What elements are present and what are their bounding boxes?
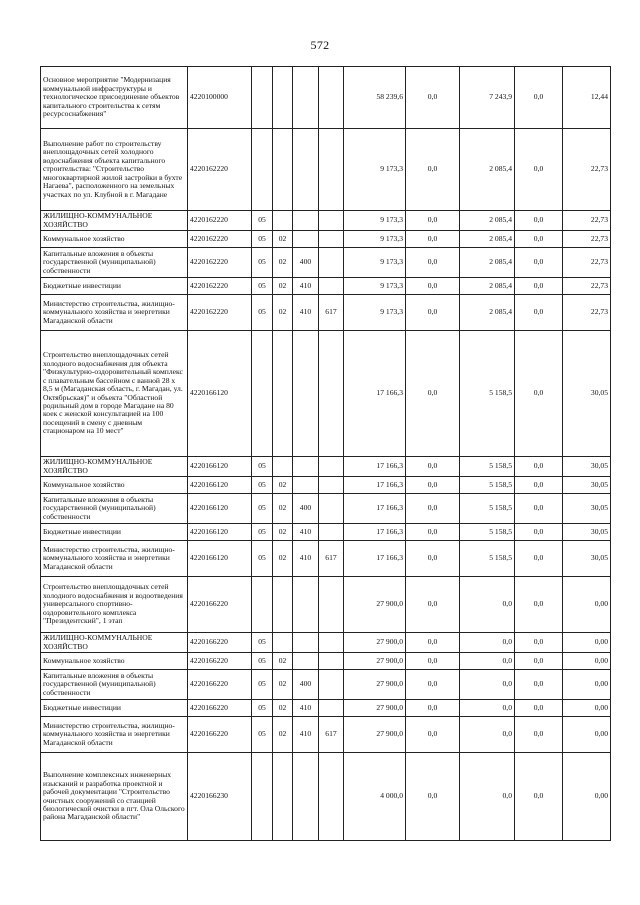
plan-amount-cell: 9 173,3 [344, 248, 406, 278]
target-article-cell: 4220100000 [188, 67, 252, 129]
plan-amount-cell: 17 166,3 [344, 477, 406, 494]
amount-cell: 0,0 [515, 524, 563, 541]
table-row [41, 248, 611, 278]
execution-percent-cell: 22,73 [563, 278, 611, 295]
expense-type-cell: 410 [293, 295, 319, 331]
subsection-cell: 02 [273, 700, 293, 717]
execution-percent-cell: 30,05 [563, 457, 611, 477]
table-row [41, 231, 611, 248]
execution-percent-cell: 22,73 [563, 211, 611, 231]
target-article-cell: 4220166120 [188, 524, 252, 541]
execution-amount-cell: 2 085,4 [460, 129, 515, 211]
budget-holder-cell [319, 211, 344, 231]
execution-percent-cell: 22,73 [563, 129, 611, 211]
expense-type-cell: 400 [293, 248, 319, 278]
table-row [41, 457, 611, 477]
execution-amount-cell: 2 085,4 [460, 211, 515, 231]
amount-cell: 0,0 [515, 295, 563, 331]
subsection-cell: 02 [273, 231, 293, 248]
table-row [41, 753, 611, 841]
budget-holder-cell [319, 633, 344, 653]
execution-percent-cell: 30,05 [563, 524, 611, 541]
execution-percent-cell: 0,00 [563, 717, 611, 753]
budget-holder-cell [319, 278, 344, 295]
expense-type-cell [293, 231, 319, 248]
amount-cell: 0,0 [406, 67, 460, 129]
subsection-cell [273, 331, 293, 457]
table-row [41, 295, 611, 331]
row-name-cell: Бюджетные инвестиции [41, 278, 188, 295]
plan-amount-cell: 17 166,3 [344, 541, 406, 577]
execution-percent-cell: 12,44 [563, 67, 611, 129]
plan-amount-cell: 27 900,0 [344, 577, 406, 633]
section-cell: 05 [252, 524, 273, 541]
expense-type-cell [293, 457, 319, 477]
execution-percent-cell: 0,00 [563, 633, 611, 653]
amount-cell: 0,0 [515, 494, 563, 524]
expense-type-cell [293, 577, 319, 633]
plan-amount-cell: 9 173,3 [344, 295, 406, 331]
subsection-cell: 02 [273, 670, 293, 700]
section-cell: 05 [252, 633, 273, 653]
amount-cell: 0,0 [406, 577, 460, 633]
budget-holder-cell [319, 670, 344, 700]
budget-holder-cell [319, 524, 344, 541]
execution-amount-cell: 0,0 [460, 753, 515, 841]
amount-cell: 0,0 [406, 753, 460, 841]
execution-percent-cell: 0,00 [563, 753, 611, 841]
target-article-cell: 4220166220 [188, 653, 252, 670]
section-cell [252, 67, 273, 129]
section-cell: 05 [252, 670, 273, 700]
execution-amount-cell: 5 158,5 [460, 331, 515, 457]
execution-amount-cell: 7 243,9 [460, 67, 515, 129]
amount-cell: 0,0 [406, 717, 460, 753]
section-cell: 05 [252, 295, 273, 331]
table-row [41, 670, 611, 700]
row-name-cell: Министерство строительства, жилищно-коммунального хозяйства и энергетики Магаданской области [41, 717, 188, 753]
execution-amount-cell: 5 158,5 [460, 477, 515, 494]
section-cell: 05 [252, 653, 273, 670]
row-name-cell: Строительство внеплощадочных сетей холодного водоснабжения для объекта "Физкультурно-оздоровительный комплекс с плавательным бассейном с ванной 28 х 8,5 м (Магаданская область, г. Магадан, ул. Октябрьская)" и объекта "Областной родильный дом в городе Магадане на 80 коек с женской консультацией на 100 посещений в смену с дневным стационаром на 10 мест" [41, 331, 188, 457]
expense-type-cell [293, 211, 319, 231]
amount-cell: 0,0 [515, 577, 563, 633]
budget-holder-cell [319, 331, 344, 457]
row-name-cell: Капитальные вложения в объекты государственной (муниципальной) собственности [41, 248, 188, 278]
expense-type-cell [293, 653, 319, 670]
target-article-cell: 4220162220 [188, 231, 252, 248]
row-name-cell: Капитальные вложения в объекты государственной (муниципальной) собственности [41, 494, 188, 524]
budget-holder-cell [319, 653, 344, 670]
row-name-cell: Выполнение комплексных инженерных изысканий и разработка проектной и рабочей документации "Строительство очистных сооружений со станцией биологической очистки в пгт. Ола Ольского района Магаданской области" [41, 753, 188, 841]
subsection-cell [273, 753, 293, 841]
execution-percent-cell: 30,05 [563, 494, 611, 524]
table-row [41, 211, 611, 231]
target-article-cell: 4220162220 [188, 278, 252, 295]
budget-holder-cell [319, 231, 344, 248]
amount-cell: 0,0 [406, 248, 460, 278]
expense-type-cell [293, 477, 319, 494]
budget-holder-cell [319, 494, 344, 524]
execution-amount-cell: 2 085,4 [460, 231, 515, 248]
plan-amount-cell: 27 900,0 [344, 670, 406, 700]
target-article-cell: 4220166120 [188, 541, 252, 577]
budget-holder-cell [319, 477, 344, 494]
target-article-cell: 4220166120 [188, 494, 252, 524]
target-article-cell: 4220166120 [188, 457, 252, 477]
plan-amount-cell: 17 166,3 [344, 524, 406, 541]
row-name-cell: ЖИЛИЩНО-КОММУНАЛЬНОЕ ХОЗЯЙСТВО [41, 457, 188, 477]
expense-type-cell: 410 [293, 278, 319, 295]
execution-amount-cell: 5 158,5 [460, 494, 515, 524]
subsection-cell: 02 [273, 494, 293, 524]
execution-amount-cell: 0,0 [460, 700, 515, 717]
plan-amount-cell: 27 900,0 [344, 700, 406, 717]
execution-amount-cell: 0,0 [460, 717, 515, 753]
expense-type-cell: 410 [293, 700, 319, 717]
expense-type-cell [293, 67, 319, 129]
section-cell [252, 129, 273, 211]
table-row [41, 477, 611, 494]
amount-cell: 0,0 [515, 477, 563, 494]
row-name-cell: ЖИЛИЩНО-КОММУНАЛЬНОЕ ХОЗЯЙСТВО [41, 211, 188, 231]
execution-amount-cell: 2 085,4 [460, 295, 515, 331]
target-article-cell: 4220162220 [188, 295, 252, 331]
row-name-cell: Капитальные вложения в объекты государственной (муниципальной) собственности [41, 670, 188, 700]
execution-amount-cell: 5 158,5 [460, 541, 515, 577]
row-name-cell: Основное мероприятие "Модернизация коммунальной инфраструктуры и технологическое присоединение объектов капитального строительства к сетям ресурсоснабжения" [41, 67, 188, 129]
amount-cell: 0,0 [515, 717, 563, 753]
execution-amount-cell: 0,0 [460, 670, 515, 700]
row-name-cell: Бюджетные инвестиции [41, 700, 188, 717]
section-cell: 05 [252, 477, 273, 494]
subsection-cell: 02 [273, 541, 293, 577]
budget-holder-cell: 617 [319, 295, 344, 331]
amount-cell: 0,0 [406, 231, 460, 248]
section-cell: 05 [252, 541, 273, 577]
plan-amount-cell: 9 173,3 [344, 211, 406, 231]
row-name-cell: Выполнение работ по строительству внеплощадочных сетей холодного водоснабжения объекта капитального строительства: "Строительство многоквартирной жилой застройки в бухте Нагаева", расположенного на земельных участках по ул. Клубной в г. Магадане [41, 129, 188, 211]
expense-type-cell: 400 [293, 670, 319, 700]
budget-holder-cell: 617 [319, 717, 344, 753]
table-row [41, 524, 611, 541]
table-row [41, 717, 611, 753]
target-article-cell: 4220166120 [188, 331, 252, 457]
subsection-cell [273, 633, 293, 653]
plan-amount-cell: 27 900,0 [344, 653, 406, 670]
plan-amount-cell: 58 239,6 [344, 67, 406, 129]
table-row [41, 653, 611, 670]
budget-holder-cell [319, 753, 344, 841]
budget-table [40, 66, 611, 841]
target-article-cell: 4220166220 [188, 717, 252, 753]
page-number: 572 [310, 38, 330, 52]
amount-cell: 0,0 [515, 670, 563, 700]
table-row [41, 633, 611, 653]
execution-amount-cell: 2 085,4 [460, 278, 515, 295]
target-article-cell: 4220166220 [188, 577, 252, 633]
row-name-cell: Министерство строительства, жилищно-коммунального хозяйства и энергетики Магаданской области [41, 295, 188, 331]
expense-type-cell: 410 [293, 524, 319, 541]
target-article-cell: 4220166220 [188, 700, 252, 717]
amount-cell: 0,0 [406, 541, 460, 577]
execution-amount-cell: 2 085,4 [460, 248, 515, 278]
amount-cell: 0,0 [406, 278, 460, 295]
table-row [41, 700, 611, 717]
subsection-cell [273, 457, 293, 477]
row-name-cell: Коммунальное хозяйство [41, 653, 188, 670]
execution-percent-cell: 30,05 [563, 477, 611, 494]
subsection-cell: 02 [273, 717, 293, 753]
amount-cell: 0,0 [515, 753, 563, 841]
subsection-cell [273, 67, 293, 129]
row-name-cell: Министерство строительства, жилищно-коммунального хозяйства и энергетики Магаданской области [41, 541, 188, 577]
target-article-cell: 4220166120 [188, 477, 252, 494]
execution-percent-cell: 0,00 [563, 670, 611, 700]
row-name-cell: Бюджетные инвестиции [41, 524, 188, 541]
subsection-cell: 02 [273, 248, 293, 278]
amount-cell: 0,0 [515, 633, 563, 653]
plan-amount-cell: 9 173,3 [344, 129, 406, 211]
target-article-cell: 4220162220 [188, 248, 252, 278]
amount-cell: 0,0 [406, 477, 460, 494]
amount-cell: 0,0 [515, 541, 563, 577]
section-cell: 05 [252, 278, 273, 295]
target-article-cell: 4220166230 [188, 753, 252, 841]
budget-holder-cell [319, 129, 344, 211]
budget-holder-cell [319, 248, 344, 278]
plan-amount-cell: 9 173,3 [344, 231, 406, 248]
amount-cell: 0,0 [515, 67, 563, 129]
subsection-cell: 02 [273, 295, 293, 331]
budget-holder-cell [319, 457, 344, 477]
plan-amount-cell: 17 166,3 [344, 457, 406, 477]
section-cell [252, 577, 273, 633]
expense-type-cell [293, 753, 319, 841]
table-row [41, 67, 611, 129]
amount-cell: 0,0 [515, 457, 563, 477]
amount-cell: 0,0 [515, 129, 563, 211]
section-cell [252, 331, 273, 457]
expense-type-cell: 400 [293, 494, 319, 524]
budget-table-body [41, 67, 611, 841]
plan-amount-cell: 27 900,0 [344, 717, 406, 753]
plan-amount-cell: 17 166,3 [344, 494, 406, 524]
table-row [41, 494, 611, 524]
row-name-cell: Строительство внеплощадочных сетей холодного водоснабжения и водоотведения универсального спортивно-оздоровительного комплекса "Президентский", 1 этап [41, 577, 188, 633]
amount-cell: 0,0 [406, 331, 460, 457]
amount-cell: 0,0 [406, 524, 460, 541]
table-row [41, 129, 611, 211]
subsection-cell: 02 [273, 653, 293, 670]
expense-type-cell [293, 129, 319, 211]
plan-amount-cell: 4 000,0 [344, 753, 406, 841]
execution-percent-cell: 30,05 [563, 541, 611, 577]
amount-cell: 0,0 [515, 278, 563, 295]
amount-cell: 0,0 [406, 494, 460, 524]
amount-cell: 0,0 [515, 231, 563, 248]
amount-cell: 0,0 [406, 211, 460, 231]
execution-amount-cell: 5 158,5 [460, 524, 515, 541]
amount-cell: 0,0 [406, 670, 460, 700]
execution-percent-cell: 0,00 [563, 577, 611, 633]
target-article-cell: 4220162220 [188, 129, 252, 211]
execution-percent-cell: 30,05 [563, 331, 611, 457]
amount-cell: 0,0 [406, 633, 460, 653]
target-article-cell: 4220166220 [188, 670, 252, 700]
expense-type-cell: 410 [293, 541, 319, 577]
amount-cell: 0,0 [515, 653, 563, 670]
row-name-cell: Коммунальное хозяйство [41, 231, 188, 248]
amount-cell: 0,0 [515, 211, 563, 231]
execution-percent-cell: 0,00 [563, 653, 611, 670]
execution-amount-cell: 5 158,5 [460, 457, 515, 477]
section-cell: 05 [252, 231, 273, 248]
expense-type-cell [293, 633, 319, 653]
amount-cell: 0,0 [515, 700, 563, 717]
amount-cell: 0,0 [515, 331, 563, 457]
execution-amount-cell: 0,0 [460, 653, 515, 670]
table-row [41, 278, 611, 295]
execution-percent-cell: 22,73 [563, 231, 611, 248]
subsection-cell [273, 211, 293, 231]
row-name-cell: ЖИЛИЩНО-КОММУНАЛЬНОЕ ХОЗЯЙСТВО [41, 633, 188, 653]
target-article-cell: 4220162220 [188, 211, 252, 231]
plan-amount-cell: 27 900,0 [344, 633, 406, 653]
execution-percent-cell: 0,00 [563, 700, 611, 717]
target-article-cell: 4220166220 [188, 633, 252, 653]
execution-amount-cell: 0,0 [460, 633, 515, 653]
budget-holder-cell [319, 67, 344, 129]
plan-amount-cell: 9 173,3 [344, 278, 406, 295]
subsection-cell [273, 577, 293, 633]
execution-percent-cell: 22,73 [563, 248, 611, 278]
budget-holder-cell: 617 [319, 541, 344, 577]
section-cell: 05 [252, 494, 273, 524]
section-cell: 05 [252, 211, 273, 231]
amount-cell: 0,0 [406, 457, 460, 477]
section-cell [252, 753, 273, 841]
table-row [41, 541, 611, 577]
budget-holder-cell [319, 700, 344, 717]
row-name-cell: Коммунальное хозяйство [41, 477, 188, 494]
amount-cell: 0,0 [515, 248, 563, 278]
section-cell: 05 [252, 248, 273, 278]
section-cell: 05 [252, 457, 273, 477]
section-cell: 05 [252, 717, 273, 753]
table-row [41, 577, 611, 633]
amount-cell: 0,0 [406, 700, 460, 717]
amount-cell: 0,0 [406, 295, 460, 331]
table-row [41, 331, 611, 457]
budget-holder-cell [319, 577, 344, 633]
subsection-cell: 02 [273, 477, 293, 494]
subsection-cell: 02 [273, 524, 293, 541]
amount-cell: 0,0 [406, 129, 460, 211]
execution-percent-cell: 22,73 [563, 295, 611, 331]
plan-amount-cell: 17 166,3 [344, 331, 406, 457]
section-cell: 05 [252, 700, 273, 717]
amount-cell: 0,0 [406, 653, 460, 670]
expense-type-cell: 410 [293, 717, 319, 753]
subsection-cell [273, 129, 293, 211]
expense-type-cell [293, 331, 319, 457]
execution-amount-cell: 0,0 [460, 577, 515, 633]
subsection-cell: 02 [273, 278, 293, 295]
